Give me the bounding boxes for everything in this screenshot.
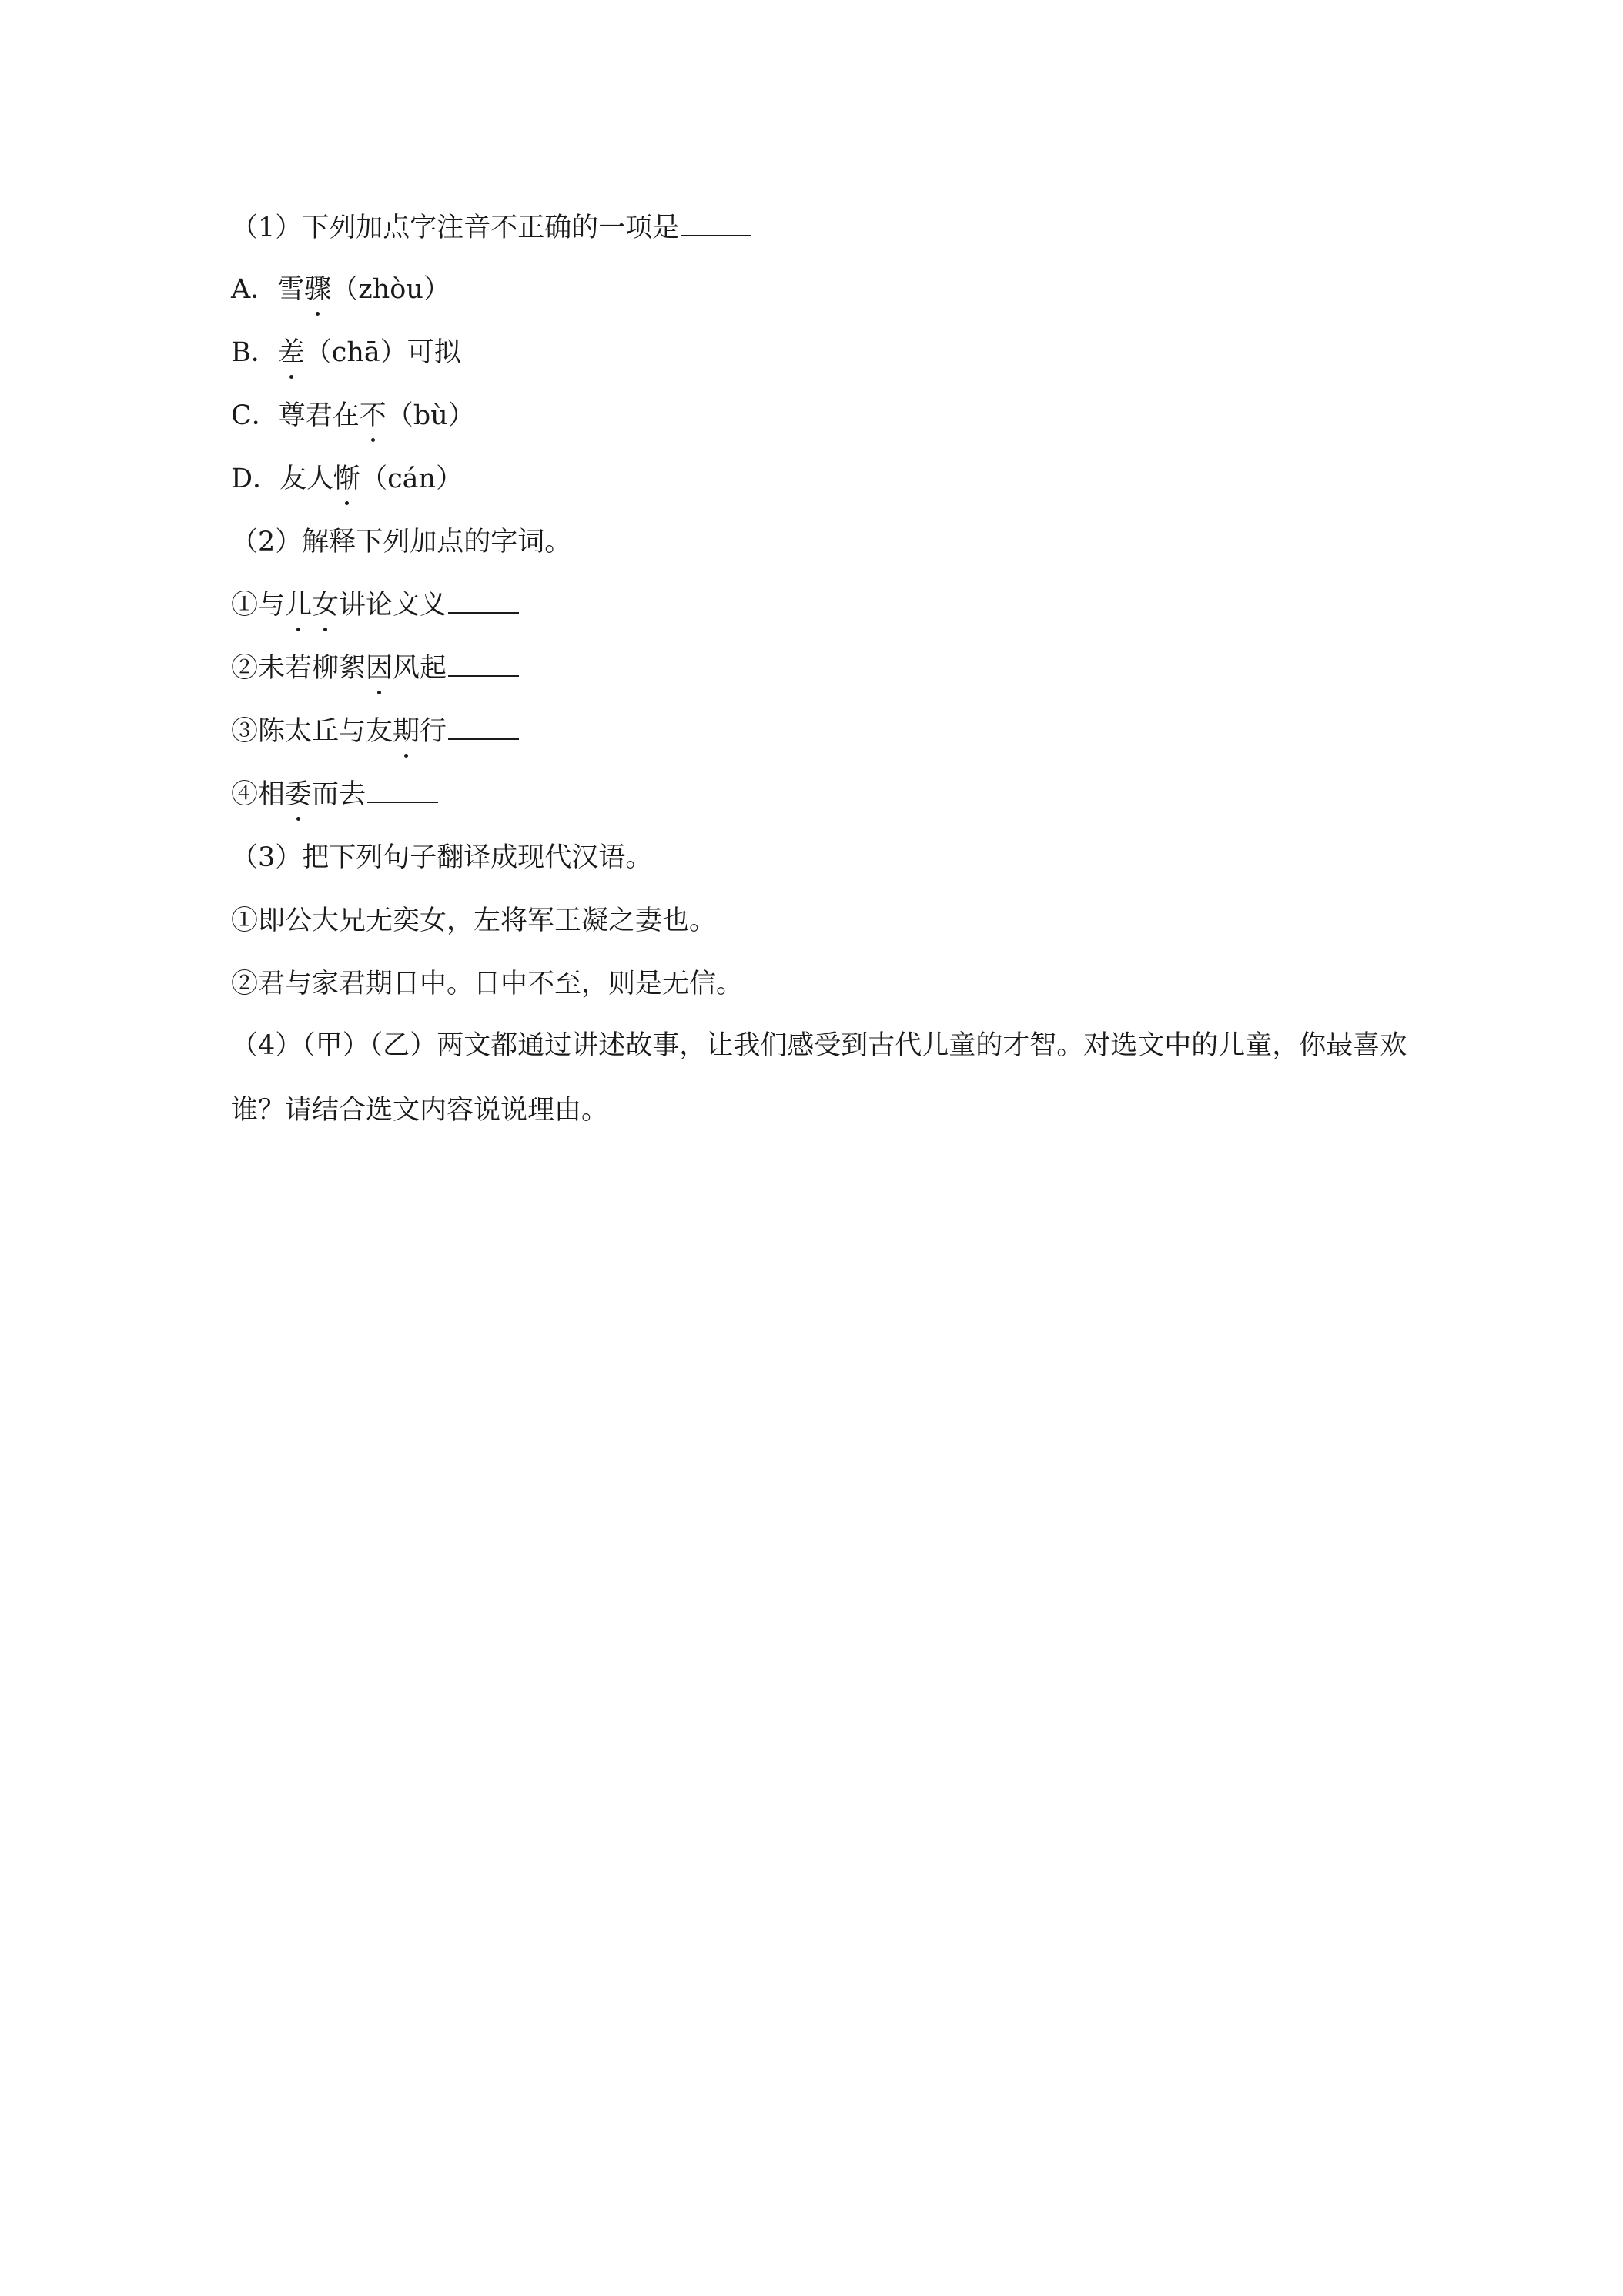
option-c-dotted-char: 不 (360, 397, 387, 434)
option-c (231, 397, 475, 434)
question-2-item-1 (231, 587, 519, 624)
sentence-text: ②君与家君期日中。日中不至，则是无信。 (231, 969, 744, 999)
sentence-text: ①即公大兄无奕女，左将军王凝之妻也。 (231, 905, 717, 936)
question-3-stem (231, 839, 652, 876)
question-2-stem (231, 524, 571, 561)
answer-blank[interactable] (448, 589, 519, 614)
item-suffix: 风起 (393, 653, 447, 684)
item-dotted-char: 委 (285, 776, 312, 813)
option-d-prefix: D．友人 (231, 464, 334, 494)
item-dotted-char: 儿 (285, 587, 312, 624)
answer-blank[interactable] (448, 715, 519, 740)
option-d-dotted-char: 惭 (333, 460, 360, 497)
question-1-stem-text: （1）下列加点字注音不正确的一项是 (231, 213, 680, 243)
option-c-prefix: C．尊君在 (231, 400, 360, 431)
item-dotted-char: 期 (393, 713, 420, 750)
item-suffix: 讲论文义 (339, 590, 447, 621)
option-a-dotted-char: 骤 (304, 271, 331, 308)
question-4 (231, 1013, 1432, 1143)
item-suffix: 行 (420, 716, 447, 747)
option-b (231, 334, 461, 371)
question-3-stem-text: （3）把下列句子翻译成现代汉语。 (231, 842, 653, 873)
question-2-item-2 (231, 650, 519, 687)
item-prefix: ②未若柳絮 (231, 653, 366, 684)
option-b-prefix: B． (231, 337, 278, 368)
option-a (231, 271, 450, 308)
item-prefix: ①与 (231, 590, 286, 621)
answer-blank[interactable] (681, 212, 751, 236)
answer-blank[interactable] (367, 778, 438, 803)
question-2-item-4 (231, 776, 438, 813)
option-d-suffix: （cán） (360, 464, 463, 494)
option-a-suffix: （zhòu） (331, 274, 450, 305)
option-a-prefix: A．雪 (231, 274, 305, 305)
item-dotted-char: 女 (312, 587, 339, 624)
option-b-dotted-char: 差 (278, 334, 305, 371)
answer-blank[interactable] (448, 652, 519, 677)
question-2-item-3 (231, 713, 519, 750)
question-1-stem (231, 209, 751, 246)
option-d (231, 460, 463, 497)
question-3-item-2 (231, 966, 743, 1002)
item-dotted-char: 因 (366, 650, 393, 687)
item-prefix: ④相 (231, 779, 286, 810)
option-c-suffix: （bù） (386, 400, 475, 431)
item-prefix: ③陈太丘与友 (231, 716, 393, 747)
question-2-stem-text: （2）解释下列加点的字词。 (231, 527, 572, 557)
question-3-item-1 (231, 902, 716, 939)
question-4-text: （4）（甲）（乙）两文都通过讲述故事，让我们感受到古代儿童的才智。对选文中的儿童，你最喜欢谁？请结合选文内容说说理由。 (231, 1030, 1407, 1126)
option-b-suffix: （chā）可拟 (304, 337, 461, 368)
item-suffix: 而去 (312, 779, 366, 810)
